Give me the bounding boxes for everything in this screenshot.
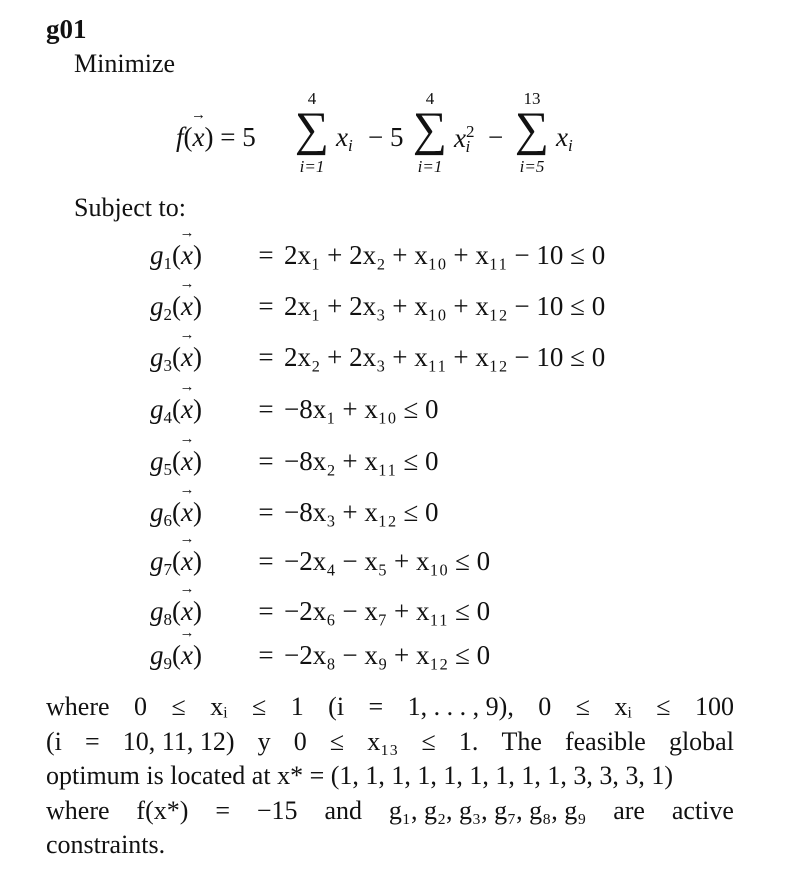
constraint-row: $g_1(\to x) = 2x_1 + 2x_2 + x_{10} + x_{11} - 10 \le 0$ [150,240,605,274]
constraint-row: $g_4(\to x) = -8x_1 + x_{10} \le 0$ [150,394,439,428]
minus-sign: − [488,122,504,152]
problem-description [46,690,734,863]
problem-heading: g01 [46,14,87,44]
constraint-row: $g_9(\to x) = -2x_8 - x_9 + x_{12} \le 0$ [150,640,490,674]
description-line-3: optimum is located at x* = (1, 1, 1, 1, 1, 1, 1, 1, 1, 3, 3, 3, 1) [46,761,674,790]
constraint-row: $g_3(\to x) = 2x_2 + 2x_3 + x_{11} + x_{12} - 10 \le 0$ [150,342,605,376]
sum-1-lower: i=1 [299,157,325,176]
minimize-label: Minimize [74,49,176,78]
constraint-row: $g_2(\to x) = 2x_1 + 2x_3 + x_{10} + x_{12} - 10 \le 0$ [150,291,605,325]
sum-3-term: $x_i$ [556,122,573,155]
constraint-row: $g_8(\to x) = -2x_6 - x_7 + x_{11} \le 0$ [150,596,490,630]
constraint-row: $g_6(\to x) = -8x_3 + x_{12} \le 0$ [150,497,439,531]
sum-1-upper: 4 [307,89,317,108]
constraint-row: $g_5(\to x) = -8x_2 + x_{11} \le 0$ [150,446,439,480]
subject-to-label: Subject to: [74,193,186,222]
minus-five: − 5 [368,122,404,152]
description-line-1: where 0 ≤ xᵢ ≤ 1 (i = 1, . . . , 9), 0 ≤ xᵢ ≤ 100 [46,692,734,721]
sum-1-term: $x_i$ [336,122,353,155]
description-line-2: (i = 10, 11, 12) y 0 ≤ x₁₃ ≤ 1. The feasible global [46,726,734,756]
sum-3-lower: i=5 [519,157,545,176]
sigma-icon: ∑ [514,103,550,156]
objective-function [176,90,596,190]
objective-lhs: f(→ x) = 5 [176,122,256,153]
sum-2-lower: i=1 [417,157,443,176]
constraint-row: $g_7(\to x) = -2x_4 - x_5 + x_{10} \le 0$ [150,546,490,580]
sigma-icon: ∑ [294,103,330,156]
sigma-icon: ∑ [412,103,448,156]
sum-2-term: $x^2_i$ [454,122,475,156]
description-line-5: constraints. [46,830,166,859]
description-line-4: where f(x*) = −15 and g₁, g₂, g₃, g₇, g₈, g₉ are active [46,795,734,825]
sum-2-upper: 4 [425,89,435,108]
sum-3-upper: 13 [523,89,541,108]
